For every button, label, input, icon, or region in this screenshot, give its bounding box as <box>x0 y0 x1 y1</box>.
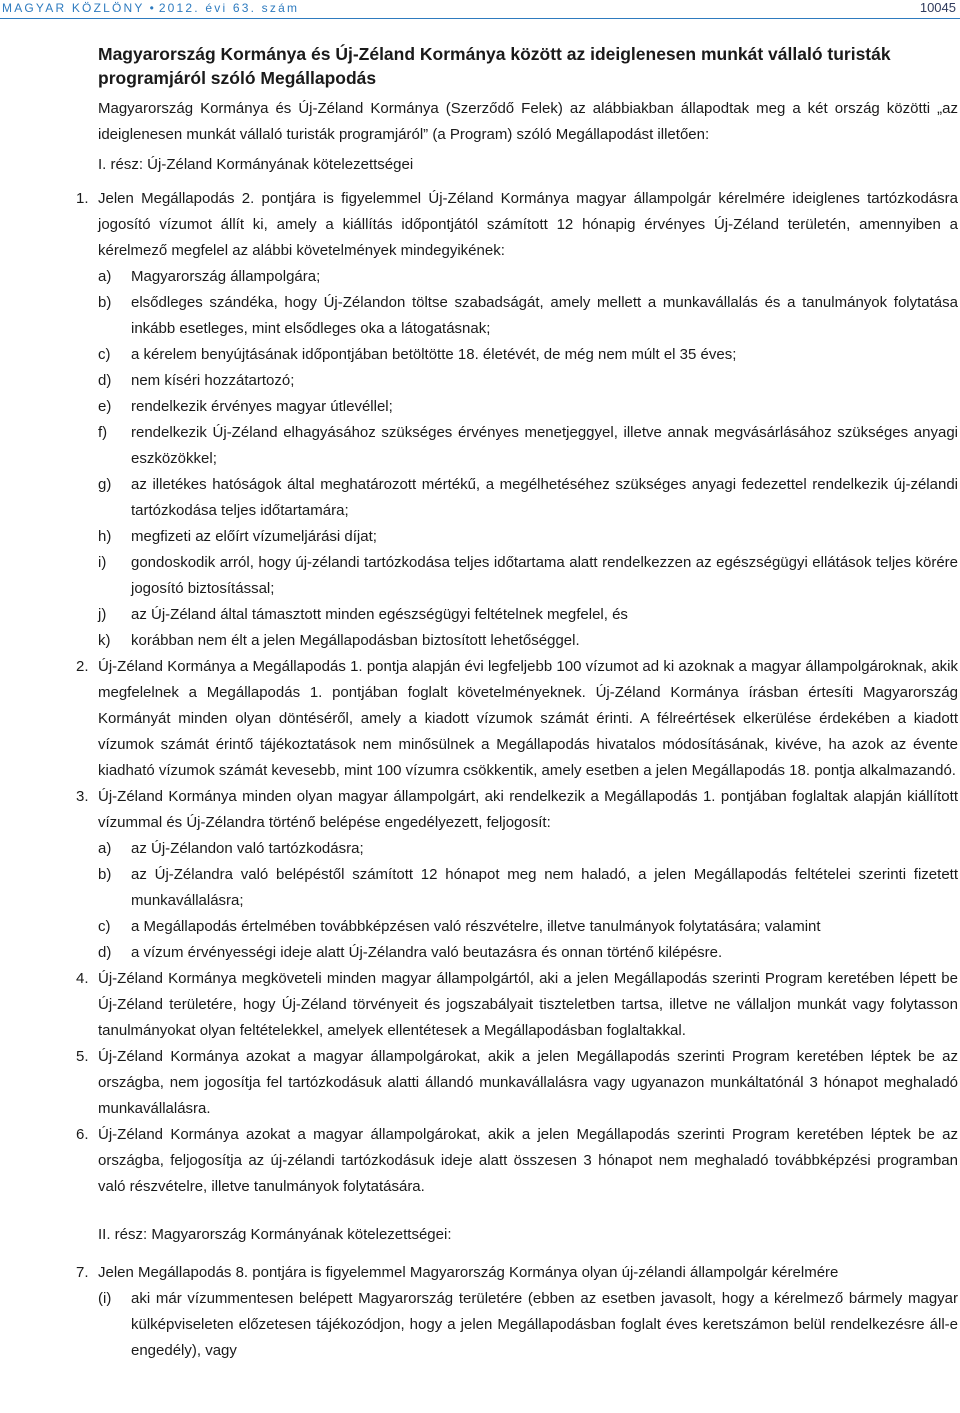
sub-item-mark: a) <box>98 840 112 857</box>
publication-name: MAGYAR KÖZLÖNY <box>2 1 145 15</box>
sub-item-text: az illetékes hatóságok által meghatározott mértékű, a megélhetéséhez szükséges anyagi fedezettel rendelkezik új-zélandi tartózkodása teljes időtartamára; <box>131 476 958 519</box>
sub-item <box>98 394 958 420</box>
running-header <box>0 0 960 20</box>
sub-item-mark: j) <box>98 606 107 623</box>
item-text: Új-Zéland Kormánya azokat a magyar állampolgárokat, akik a jelen Megállapodás szerinti Program keretében léptek be az országba, feljogosítja az új-zélandi tartózkodásuk ideje alatt összesen 3 hónapot nem meghaladó továbbképzési programban való részvételre, illetve tanulmányok folytatására. <box>98 1126 958 1195</box>
sub-item <box>98 1286 958 1364</box>
sub-item-mark: e) <box>98 398 112 415</box>
sub-item-mark: (i) <box>98 1290 112 1307</box>
sub-item-mark: d) <box>98 372 112 389</box>
numbered-item <box>76 1260 958 1364</box>
item-number: 4. <box>76 970 89 987</box>
sub-item-text: rendelkezik érvényes magyar útlevéllel; <box>131 398 393 415</box>
sub-item <box>98 264 958 290</box>
sub-item-text: Magyarország állampolgára; <box>131 268 321 285</box>
sub-item-text: nem kíséri hozzátartozó; <box>131 372 295 389</box>
sub-item <box>98 290 958 342</box>
numbered-item <box>76 966 958 1044</box>
item-number: 6. <box>76 1126 89 1143</box>
sub-item <box>98 524 958 550</box>
document-body <box>76 42 958 1364</box>
sub-item <box>98 550 958 602</box>
sub-item-mark: c) <box>98 918 111 935</box>
sub-item-mark: i) <box>98 554 107 571</box>
sub-item <box>98 628 958 654</box>
item-number: 7. <box>76 1264 89 1281</box>
sub-item <box>98 836 958 862</box>
sub-item-mark: k) <box>98 632 111 649</box>
sub-item-text: az Új-Zélandon való tartózkodásra; <box>131 840 364 857</box>
numbered-item <box>76 654 958 784</box>
item-text: Új-Zéland Kormánya megköveteli minden magyar állampolgártól, aki a jelen Megállapodás szerinti Program keretében lépett be Új-Zéland területére, hogy Új-Zéland törvényeit és jogszabályait tiszteletben tartsa, illetve ne vállaljon munkát vagy folytasson tanulmányokat olyan feltételekkel, amelyek ellentétesek a Megállapodásban foglaltakkal. <box>98 970 958 1039</box>
numbered-list-part1 <box>76 186 958 1200</box>
sub-item-text: gondoskodik arról, hogy új-zélandi tartózkodása teljes időtartama alatt rendelkezzen az egészségügyi ellátások teljes körére jogosító biztosítással; <box>131 554 958 597</box>
sub-item <box>98 472 958 524</box>
numbered-item <box>76 1122 958 1200</box>
sub-item-mark: g) <box>98 476 112 493</box>
item-text: Új-Zéland Kormánya azokat a magyar állampolgárokat, akik a jelen Megállapodás szerinti Program keretében léptek be az országba, nem jogosítja fel tartózkodásuk alatti állandó munkavállalásra vagy ugyanazon munkáltatónál 3 hónapot meghaladó munkavállalásra. <box>98 1048 958 1117</box>
item-text: Jelen Megállapodás 2. pontjára is figyelemmel Új-Zéland Kormánya magyar állampolgár kérelmére ideiglenes tartózkodásra jogosító vízumot állít ki, amely a kiállítás időpontjától számított 12 hónapig érvényes Új-Zéland területén, amennyiben a kérelmező megfelel az alábbi követelmények mindegyikének: <box>98 190 958 259</box>
sub-item <box>98 342 958 368</box>
item-text: Jelen Megállapodás 8. pontjára is figyelemmel Magyarország Kormánya olyan új-zélandi állampolgár kérelmére <box>98 1264 839 1281</box>
sub-item-mark: c) <box>98 346 111 363</box>
sub-item <box>98 914 958 940</box>
sub-list <box>98 836 958 966</box>
sub-item-mark: b) <box>98 294 112 311</box>
item-text: Új-Zéland Kormánya minden olyan magyar állampolgárt, aki rendelkezik a Megállapodás 1. pontjában foglaltak alapján kiállított vízummal és Új-Zélandra történő belépése engedélyezett, feljogosít: <box>98 788 958 831</box>
sub-item <box>98 940 958 966</box>
sub-item-text: korábban nem élt a jelen Megállapodásban biztosított lehetőséggel. <box>131 632 580 649</box>
sub-item-mark: f) <box>98 424 108 441</box>
sub-item <box>98 862 958 914</box>
sub-item <box>98 368 958 394</box>
sub-item-mark: d) <box>98 944 112 961</box>
item-text: Új-Zéland Kormánya a Megállapodás 1. pontja alapján évi legfeljebb 100 vízumot ad ki azoknak a magyar állampolgároknak, akik megfelelnek a Megállapodás 1. pontjában foglalt követelményeknek. Új-Zéland Kormánya írásban értesíti Magyarország Kormányát minden olyan döntéséről, amely a kiadott vízumok számát érinti. A félreértések elkerülése érdekében a kiadott vízumok számát érintő tájékoztatások nem minősülnek a Megállapodás hivatalos módosításának, kivéve, ha azok az évente kiadható vízumok számát kevesebb, mint 100 vízumra csökkentik, amely esetben a jelen Megállapodás 18. pontja alkalmazandó. <box>98 658 958 779</box>
item-number: 3. <box>76 788 89 805</box>
part1-heading: I. rész: Új-Zéland Kormányának kötelezettségei <box>98 156 414 173</box>
numbered-list-part2 <box>76 1260 958 1364</box>
numbered-item <box>76 1044 958 1122</box>
header-rule <box>0 18 960 19</box>
sub-item-text: a Megállapodás értelmében továbbképzésen való részvételre, illetve tanulmányok folytatására; valamint <box>131 918 821 935</box>
sub-item-text: rendelkezik Új-Zéland elhagyásához szükséges érvényes menetjeggyel, illetve annak megvásárlásához szükséges anyagi eszközökkel; <box>131 424 958 467</box>
intro-paragraph: Magyarország Kormánya és Új-Zéland Kormánya (Szerződő Felek) az alábbiakban állapodtak meg a két ország közötti „az ideiglenesen munkát vállaló turisták programjáról” (a Program) szóló Megállapodást illetően: <box>98 100 958 143</box>
sub-item-mark: h) <box>98 528 112 545</box>
item-number: 2. <box>76 658 89 675</box>
sub-item-mark: a) <box>98 268 112 285</box>
issue-label: 2012. évi 63. szám <box>158 1 300 15</box>
sub-item-text: a kérelem benyújtásának időpontjában betöltötte 18. életévét, de még nem múlt el 35 éves; <box>131 346 737 363</box>
bullet-separator-icon: • <box>149 1 154 15</box>
sub-item <box>98 602 958 628</box>
sub-item-text: megfizeti az előírt vízumeljárási díjat; <box>131 528 377 545</box>
item-number: 1. <box>76 190 89 207</box>
sub-item-text: az Új-Zéland által támasztott minden egészségügyi feltételnek megfelel, és <box>131 606 628 623</box>
publication-info <box>2 1 299 15</box>
sub-item-text: elsődleges szándéka, hogy Új-Zélandon töltse szabadságát, amely mellett a munkavállalás és a tanulmányok folytatása inkább esetleges, mint elsődleges oka a látogatásnak; <box>131 294 958 337</box>
sub-list <box>98 1286 958 1364</box>
sub-item-mark: b) <box>98 866 112 883</box>
part2-heading: II. rész: Magyarország Kormányának kötelezettségei: <box>98 1226 452 1243</box>
page-number: 10045 <box>919 0 956 15</box>
sub-item <box>98 420 958 472</box>
numbered-item <box>76 784 958 966</box>
sub-list <box>98 264 958 654</box>
document-title: Magyarország Kormánya és Új-Zéland Kormánya között az ideiglenesen munkát vállaló turisták programjáról szóló Megállapodás <box>98 44 891 88</box>
sub-item-text: aki már vízummentesen belépett Magyarország területére (ebben az esetben javasolt, hogy a kérelmező bármely magyar külképviseleten előzetesen tájékozódjon, hogy a jelen Megállapodásban foglalt éves keretszámon belül rendelkezésre áll-e engedély), vagy <box>131 1290 958 1359</box>
sub-item-text: a vízum érvényességi ideje alatt Új-Zélandra való beutazásra és onnan történő kilépésre. <box>131 944 723 961</box>
sub-item-text: az Új-Zélandra való belépéstől számított 12 hónapot meg nem haladó, a jelen Megállapodás feltételei szerinti fizetett munkavállalásra; <box>131 866 958 909</box>
numbered-item <box>76 186 958 654</box>
item-number: 5. <box>76 1048 89 1065</box>
